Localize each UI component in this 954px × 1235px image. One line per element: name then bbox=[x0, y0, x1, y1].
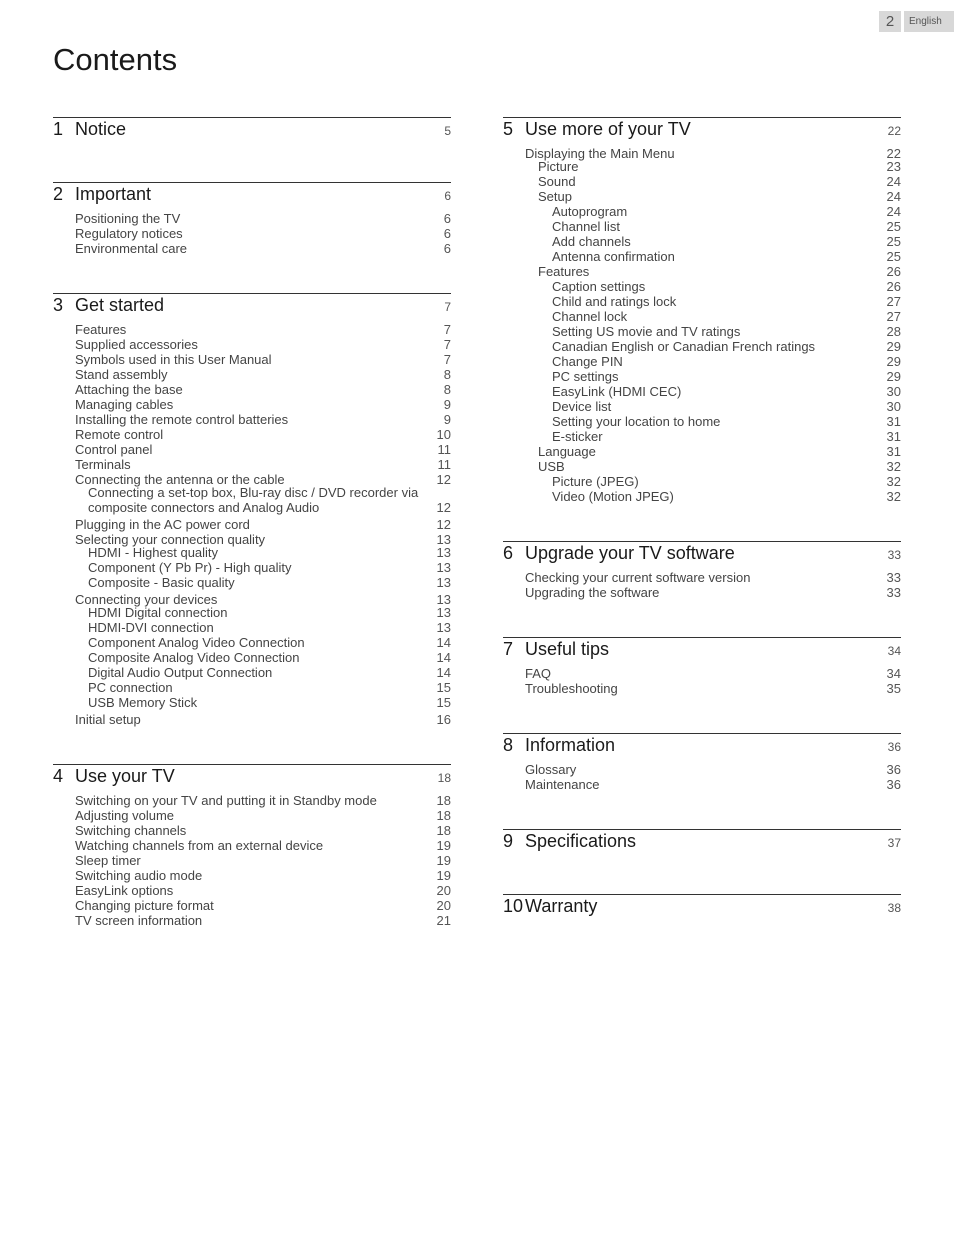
toc-entry[interactable] bbox=[53, 367, 451, 382]
section-number: 8 bbox=[503, 735, 514, 755]
toc-subentry[interactable] bbox=[503, 219, 901, 234]
section-entries bbox=[503, 145, 901, 504]
entry-page: 7 bbox=[443, 322, 451, 337]
toc-left-column bbox=[53, 117, 451, 928]
entry-page: 32 bbox=[886, 474, 901, 489]
entry-page: 20 bbox=[436, 898, 451, 913]
entry-label: Positioning the TV bbox=[75, 211, 181, 226]
entry-page: 18 bbox=[436, 823, 451, 838]
entry-label: USB Memory Stick bbox=[88, 695, 198, 710]
entry-page: 13 bbox=[436, 592, 451, 607]
toc-entry[interactable] bbox=[53, 322, 451, 337]
toc-subentry[interactable] bbox=[503, 459, 901, 474]
entry-label: HDMI Digital connection bbox=[88, 605, 228, 620]
language-tab: English bbox=[904, 11, 954, 32]
toc-entry[interactable] bbox=[53, 412, 451, 427]
entry-label: Stand assembly bbox=[75, 367, 168, 382]
section-page: 6 bbox=[444, 189, 451, 203]
toc-subentry[interactable] bbox=[503, 294, 901, 309]
entry-page: 24 bbox=[886, 189, 901, 204]
entry-page: 13 bbox=[436, 532, 451, 547]
entry-page: 32 bbox=[886, 489, 901, 504]
entry-label: Connecting the antenna or the cable bbox=[75, 472, 285, 487]
section-heading[interactable] bbox=[503, 543, 901, 569]
toc-entry[interactable] bbox=[53, 352, 451, 367]
section-entries bbox=[503, 665, 901, 696]
entry-label: Change PIN bbox=[552, 354, 623, 369]
entry-page: 18 bbox=[436, 793, 451, 808]
toc-section-important bbox=[53, 182, 451, 270]
toc-right-column bbox=[503, 117, 901, 922]
entry-label: Environmental care bbox=[75, 241, 187, 256]
entry-label: Maintenance bbox=[525, 777, 600, 792]
entry-label: Regulatory notices bbox=[75, 226, 183, 241]
entry-label: Attaching the base bbox=[75, 382, 183, 397]
section-heading[interactable] bbox=[503, 831, 901, 857]
toc-entry[interactable] bbox=[53, 397, 451, 412]
entry-page: 11 bbox=[437, 442, 451, 457]
entry-page: 23 bbox=[886, 159, 901, 174]
toc-subentry[interactable] bbox=[503, 354, 901, 369]
entry-page: 13 bbox=[436, 605, 451, 620]
section-heading[interactable] bbox=[503, 119, 901, 145]
toc-subentry[interactable] bbox=[53, 650, 451, 665]
entry-label: Upgrading the software bbox=[525, 585, 660, 600]
toc-subentry[interactable] bbox=[53, 665, 451, 680]
toc-subentry[interactable] bbox=[53, 695, 451, 710]
entry-label: Setting your location to home bbox=[552, 414, 721, 429]
toc-subentry[interactable] bbox=[503, 369, 901, 384]
entry-label: Checking your current software version bbox=[525, 570, 751, 585]
toc-entry[interactable] bbox=[53, 457, 451, 472]
entry-page: 32 bbox=[886, 459, 901, 474]
toc-subentry[interactable] bbox=[503, 474, 901, 489]
toc-subentry[interactable] bbox=[503, 414, 901, 429]
entry-page: 29 bbox=[886, 369, 901, 384]
entry-label: Composite Analog Video Connection bbox=[88, 650, 300, 665]
entry-label: Displaying the Main Menu bbox=[525, 146, 675, 161]
toc-entry[interactable] bbox=[53, 838, 451, 853]
entry-page: 13 bbox=[436, 560, 451, 575]
section-page: 7 bbox=[444, 300, 451, 314]
toc-section-information bbox=[503, 733, 901, 806]
toc-subentry[interactable] bbox=[53, 635, 451, 650]
section-heading[interactable] bbox=[53, 295, 451, 321]
entry-label: Troubleshooting bbox=[525, 681, 618, 696]
entry-label: Changing picture format bbox=[75, 898, 214, 913]
section-heading[interactable] bbox=[503, 735, 901, 761]
toc-subentry[interactable] bbox=[503, 264, 901, 279]
entry-label: Composite - Basic quality bbox=[88, 575, 235, 590]
entry-page: 21 bbox=[436, 913, 451, 928]
toc-subentry[interactable] bbox=[53, 680, 451, 695]
page-title: Contents bbox=[53, 42, 178, 77]
toc-section-get-started bbox=[53, 293, 451, 741]
toc-subentry[interactable] bbox=[53, 500, 451, 515]
section-entries bbox=[503, 569, 901, 600]
entry-page: 12 bbox=[436, 472, 451, 487]
section-title: Use more of your TV bbox=[525, 119, 691, 139]
toc-subentry[interactable] bbox=[503, 339, 901, 354]
entry-label: Initial setup bbox=[75, 712, 141, 727]
entry-page: 34 bbox=[886, 666, 901, 681]
entry-page: 12 bbox=[436, 500, 451, 515]
entry-page: 26 bbox=[886, 279, 901, 294]
toc-subentry[interactable] bbox=[503, 279, 901, 294]
entry-page: 19 bbox=[436, 838, 451, 853]
toc-entry[interactable] bbox=[53, 853, 451, 868]
section-page: 18 bbox=[437, 771, 451, 785]
entry-label: Glossary bbox=[525, 762, 577, 777]
toc-subentry[interactable] bbox=[503, 429, 901, 444]
entry-label: Features bbox=[538, 264, 590, 279]
toc-entry[interactable] bbox=[503, 585, 901, 600]
entry-label: Language bbox=[538, 444, 596, 459]
toc-entry[interactable] bbox=[53, 241, 451, 256]
entry-label: Selecting your connection quality bbox=[75, 532, 266, 547]
toc-subentry[interactable] bbox=[53, 605, 451, 620]
entry-page: 12 bbox=[436, 517, 451, 532]
entry-page: 33 bbox=[886, 570, 901, 585]
section-heading[interactable] bbox=[503, 639, 901, 665]
entry-label: Symbols used in this User Manual bbox=[75, 352, 272, 367]
toc-entry[interactable] bbox=[53, 382, 451, 397]
toc-subentry[interactable] bbox=[503, 234, 901, 249]
entry-label: Video (Motion JPEG) bbox=[552, 489, 674, 504]
toc-subentry[interactable] bbox=[503, 249, 901, 264]
toc-entry[interactable] bbox=[53, 883, 451, 898]
entry-label: EasyLink (HDMI CEC) bbox=[552, 384, 682, 399]
section-title: Specifications bbox=[525, 831, 637, 851]
section-number: 4 bbox=[53, 766, 64, 786]
section-entries bbox=[53, 792, 451, 928]
toc-subentry[interactable] bbox=[503, 189, 901, 204]
entry-page: 25 bbox=[886, 249, 901, 264]
entry-label: Autoprogram bbox=[552, 204, 628, 219]
toc-entry[interactable] bbox=[53, 442, 451, 457]
section-title: Warranty bbox=[525, 896, 598, 916]
entry-page: 36 bbox=[886, 762, 901, 777]
entry-label: Setup bbox=[538, 189, 572, 204]
section-title: Notice bbox=[75, 119, 127, 139]
toc-subentry[interactable] bbox=[53, 485, 451, 500]
section-page: 38 bbox=[887, 901, 901, 915]
entry-page: 8 bbox=[443, 382, 451, 397]
toc-entry[interactable] bbox=[53, 712, 451, 727]
section-number: 1 bbox=[53, 119, 64, 139]
entry-label: Channel list bbox=[552, 219, 620, 234]
entry-page: 22 bbox=[886, 146, 901, 161]
section-number: 7 bbox=[503, 639, 514, 659]
section-number: 9 bbox=[503, 831, 514, 851]
entry-page: 27 bbox=[886, 294, 901, 309]
toc-subentry[interactable] bbox=[503, 309, 901, 324]
entry-label: E-sticker bbox=[552, 429, 603, 444]
entry-label: Digital Audio Output Connection bbox=[88, 665, 273, 680]
entry-page: 24 bbox=[886, 204, 901, 219]
entry-page: 25 bbox=[886, 219, 901, 234]
entry-page: 27 bbox=[886, 309, 901, 324]
entry-page: 31 bbox=[886, 429, 901, 444]
entry-label: Adjusting volume bbox=[75, 808, 174, 823]
toc-subentry[interactable] bbox=[503, 399, 901, 414]
toc-entry[interactable] bbox=[503, 570, 901, 585]
entry-page: 6 bbox=[443, 211, 451, 226]
entry-page: 7 bbox=[443, 337, 451, 352]
toc-section-notice bbox=[53, 117, 451, 159]
toc-entry[interactable] bbox=[53, 337, 451, 352]
entry-label: Setting US movie and TV ratings bbox=[552, 324, 741, 339]
entry-page: 30 bbox=[886, 399, 901, 414]
entry-page: 9 bbox=[443, 412, 451, 427]
entry-page: 15 bbox=[436, 695, 451, 710]
entry-label: Antenna confirmation bbox=[552, 249, 675, 264]
toc-subentry[interactable] bbox=[503, 489, 901, 504]
section-page: 5 bbox=[444, 124, 451, 138]
entry-label: Picture bbox=[538, 159, 579, 174]
entry-page: 19 bbox=[436, 853, 451, 868]
entry-label: Channel lock bbox=[552, 309, 628, 324]
toc-entry[interactable] bbox=[53, 427, 451, 442]
entry-page: 15 bbox=[436, 680, 451, 695]
entry-label: Remote control bbox=[75, 427, 164, 442]
entry-label: HDMI - Highest quality bbox=[88, 545, 219, 560]
toc-subentry[interactable] bbox=[503, 324, 901, 339]
entry-page: 11 bbox=[437, 457, 451, 472]
entry-label: Component Analog Video Connection bbox=[88, 635, 305, 650]
section-page: 22 bbox=[887, 124, 901, 138]
section-heading[interactable] bbox=[53, 119, 451, 145]
toc-subentry[interactable] bbox=[503, 444, 901, 459]
toc-section-use-your-tv bbox=[53, 764, 451, 928]
entry-label: Sound bbox=[538, 174, 576, 189]
page-number: 2 bbox=[879, 11, 901, 32]
entry-label: FAQ bbox=[525, 666, 552, 681]
entry-label: Features bbox=[75, 322, 127, 337]
toc-entry[interactable] bbox=[53, 898, 451, 913]
entry-page: 16 bbox=[436, 712, 451, 727]
entry-page: 24 bbox=[886, 174, 901, 189]
entry-label: Installing the remote control batteries bbox=[75, 412, 289, 427]
entry-label: Switching channels bbox=[75, 823, 187, 838]
entry-page: 29 bbox=[886, 354, 901, 369]
entry-label: Caption settings bbox=[552, 279, 646, 294]
section-title: Useful tips bbox=[525, 639, 610, 659]
toc-section-use-more bbox=[503, 117, 901, 518]
entry-page: 35 bbox=[886, 681, 901, 696]
section-page: 37 bbox=[887, 836, 901, 850]
section-page: 34 bbox=[887, 644, 901, 658]
entry-page: 29 bbox=[886, 339, 901, 354]
entry-label: Managing cables bbox=[75, 397, 174, 412]
section-heading[interactable] bbox=[53, 184, 451, 210]
toc-entry[interactable] bbox=[53, 808, 451, 823]
entry-page: 6 bbox=[443, 226, 451, 241]
toc-section-specifications bbox=[503, 829, 901, 871]
entry-page: 18 bbox=[436, 808, 451, 823]
toc-subentry[interactable] bbox=[53, 560, 451, 575]
section-heading[interactable] bbox=[53, 766, 451, 792]
entry-label: HDMI-DVI connection bbox=[88, 620, 214, 635]
section-title: Important bbox=[75, 184, 152, 204]
toc-subentry[interactable] bbox=[503, 159, 901, 174]
toc-section-warranty bbox=[503, 894, 901, 922]
entry-label: Supplied accessories bbox=[75, 337, 198, 352]
toc-section-useful-tips bbox=[503, 637, 901, 710]
entry-page: 25 bbox=[886, 234, 901, 249]
entry-page: 31 bbox=[886, 444, 901, 459]
toc-entry[interactable] bbox=[53, 793, 451, 808]
section-page: 33 bbox=[887, 548, 901, 562]
entry-page: 9 bbox=[443, 397, 451, 412]
entry-page: 14 bbox=[436, 665, 451, 680]
section-number: 5 bbox=[503, 119, 514, 139]
toc-entry[interactable] bbox=[53, 913, 451, 928]
toc-entry[interactable] bbox=[53, 823, 451, 838]
toc-entry[interactable] bbox=[503, 762, 901, 777]
entry-label: PC connection bbox=[88, 680, 173, 695]
entry-page: 13 bbox=[436, 620, 451, 635]
toc-entry[interactable] bbox=[503, 777, 901, 792]
section-number: 3 bbox=[53, 295, 64, 315]
section-entries bbox=[53, 321, 451, 727]
toc-entry[interactable] bbox=[503, 666, 901, 681]
entry-label: EasyLink options bbox=[75, 883, 174, 898]
toc-entry[interactable] bbox=[53, 211, 451, 226]
entry-label: Add channels bbox=[552, 234, 631, 249]
toc-subentry[interactable] bbox=[503, 174, 901, 189]
entry-label: Picture (JPEG) bbox=[552, 474, 639, 489]
entry-page: 33 bbox=[886, 585, 901, 600]
entry-label: Switching audio mode bbox=[75, 868, 203, 883]
entry-page: 30 bbox=[886, 384, 901, 399]
entry-page: 36 bbox=[886, 777, 901, 792]
entry-label: Component (Y Pb Pr) - High quality bbox=[88, 560, 292, 575]
entry-page: 26 bbox=[886, 264, 901, 279]
entry-label: TV screen information bbox=[75, 913, 203, 928]
entry-label: Control panel bbox=[75, 442, 153, 457]
toc-entry[interactable] bbox=[53, 868, 451, 883]
entry-label: composite connectors and Analog Audio bbox=[88, 500, 320, 515]
entry-page: 14 bbox=[436, 650, 451, 665]
section-page: 36 bbox=[887, 740, 901, 754]
entry-label: Device list bbox=[552, 399, 612, 414]
toc-entry[interactable] bbox=[53, 517, 451, 532]
entry-page: 28 bbox=[886, 324, 901, 339]
entry-page: 10 bbox=[436, 427, 451, 442]
toc-subentry[interactable] bbox=[503, 204, 901, 219]
entry-page: 14 bbox=[436, 635, 451, 650]
entry-page: 13 bbox=[436, 575, 451, 590]
entry-page: 20 bbox=[436, 883, 451, 898]
section-entries bbox=[53, 210, 451, 256]
section-title: Use your TV bbox=[75, 766, 175, 786]
section-heading[interactable] bbox=[503, 896, 901, 922]
entry-label: Plugging in the AC power cord bbox=[75, 517, 250, 532]
toc-subentry[interactable] bbox=[53, 620, 451, 635]
toc-subentry[interactable] bbox=[53, 545, 451, 560]
section-number: 10 bbox=[503, 896, 524, 916]
toc-subentry[interactable] bbox=[53, 575, 451, 590]
entry-label: Switching on your TV and putting it in Standby mode bbox=[75, 793, 377, 808]
section-title: Get started bbox=[75, 295, 165, 315]
section-number: 6 bbox=[503, 543, 514, 563]
section-title: Information bbox=[525, 735, 616, 755]
section-number: 2 bbox=[53, 184, 64, 204]
entry-label: Terminals bbox=[75, 457, 131, 472]
entry-label: Canadian English or Canadian French ratings bbox=[552, 339, 816, 354]
entry-label: Watching channels from an external device bbox=[75, 838, 324, 853]
entry-page: 6 bbox=[443, 241, 451, 256]
toc-section-upgrade-software bbox=[503, 541, 901, 614]
entry-page: 31 bbox=[886, 414, 901, 429]
entry-label: Connecting your devices bbox=[75, 592, 218, 607]
toc-entry[interactable] bbox=[53, 226, 451, 241]
entry-page: 8 bbox=[443, 367, 451, 382]
entry-label: Connecting a set-top box, Blu-ray disc / DVD recorder via bbox=[88, 485, 419, 500]
entry-page: 19 bbox=[436, 868, 451, 883]
section-title: Upgrade your TV software bbox=[525, 543, 735, 563]
entry-label: Sleep timer bbox=[75, 853, 141, 868]
toc-subentry[interactable] bbox=[503, 384, 901, 399]
section-entries bbox=[503, 761, 901, 792]
toc-entry[interactable] bbox=[503, 681, 901, 696]
entry-page: 13 bbox=[436, 545, 451, 560]
entry-label: Child and ratings lock bbox=[552, 294, 677, 309]
entry-label: USB bbox=[538, 459, 565, 474]
entry-page: 7 bbox=[443, 352, 451, 367]
entry-label: PC settings bbox=[552, 369, 619, 384]
